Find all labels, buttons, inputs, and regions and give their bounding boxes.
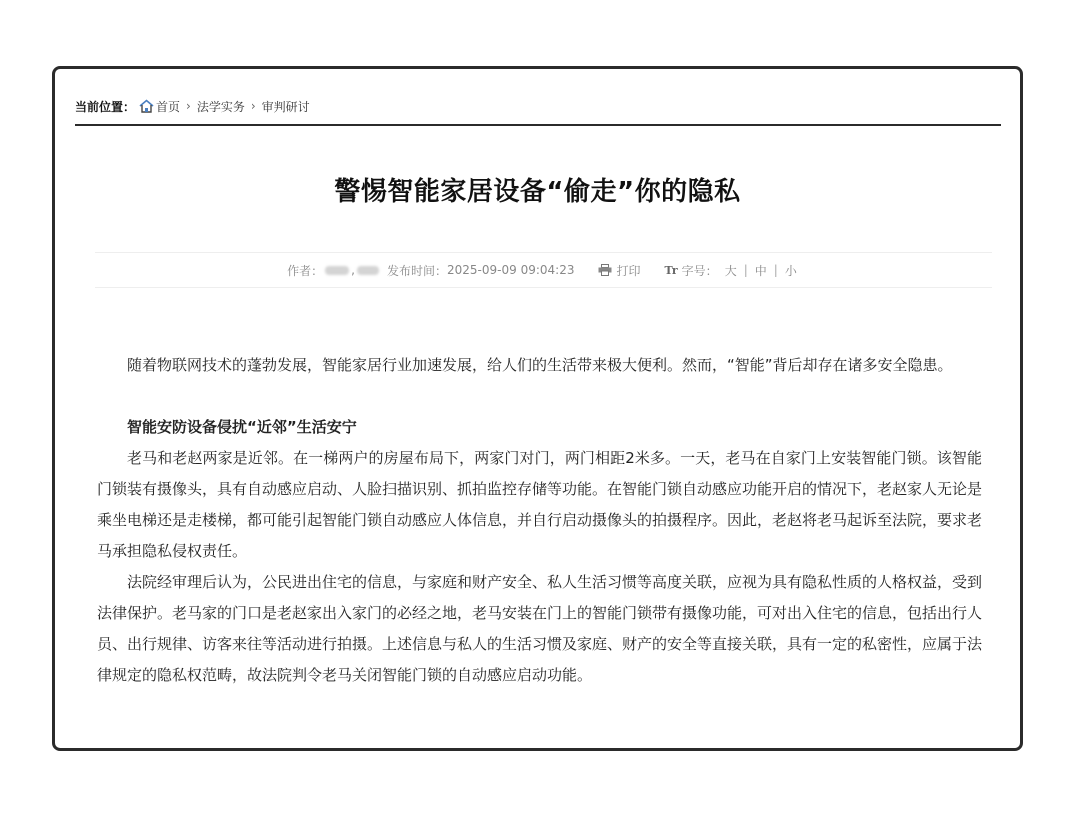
paragraph-intro: 随着物联网技术的蓬勃发展，智能家居行业加速发展，给人们的生活带来极大便利。然而，“智能”背后却存在诸多安全隐患。 xyxy=(127,356,953,374)
breadcrumb-home-label: 首页 xyxy=(156,99,181,114)
text-size-icon: Tr xyxy=(664,263,678,277)
article-frame xyxy=(52,66,1023,751)
breadcrumb-chevron-icon: › xyxy=(186,99,191,113)
print-label: 打印 xyxy=(616,263,641,278)
breadcrumb-item-trial-research[interactable]: 审判研讨 xyxy=(261,99,310,114)
font-size-medium-button[interactable]: 中 xyxy=(754,263,767,278)
breadcrumb-divider xyxy=(75,124,1001,126)
breadcrumb-label: 当前位置： xyxy=(75,99,136,114)
author-label: 作者： xyxy=(287,263,324,278)
print-button[interactable] xyxy=(598,262,640,279)
printer-icon xyxy=(598,264,612,276)
paragraph: 法院经审理后认为，公民进出住宅的信息，与家庭和财产安全、私人生活习惯等高度关联，应视为具有隐私性质的人格权益，受到法律保护。老马家的门口是老赵家出入家门的必经之地，老马安装在门上的智能门锁带有摄像功能，可对出入住宅的信息，包括出行人员、出行规律、访客来往等活动进行拍摄。上述信息与私人的生活习惯及家庭、财产的安全等直接关联，具有一定的私密性，应属于法律规定的隐私权范畴，故法院判令老马关闭智能门锁的自动感应启动功能。 xyxy=(97,573,983,684)
article-meta-bar: 作者： , 发布时间： 2025-09-09 09:04:23 打印 Tr 字号： 大 | 中 | 小 xyxy=(95,252,992,288)
font-size-small-button[interactable]: 小 xyxy=(784,263,797,278)
publish-time: 2025-09-09 09:04:23 xyxy=(447,263,575,277)
home-icon xyxy=(139,99,154,113)
breadcrumb-chevron-icon: › xyxy=(250,99,256,113)
breadcrumb xyxy=(75,96,310,116)
section-heading: 智能安防设备侵扰“近邻”生活安宁 xyxy=(127,418,357,436)
author-name-redacted xyxy=(357,266,379,275)
font-size-large-button[interactable]: 大 xyxy=(724,263,737,278)
font-size-label: 字号： xyxy=(681,263,718,278)
author-name-redacted xyxy=(325,266,349,275)
article-title: 警惕智能家居设备“偷走”你的隐私 xyxy=(334,177,741,207)
paragraph: 老马和老赵两家是近邻。在一梯两户的房屋布局下，两家门对门，两门相距2米多。一天，老马在自家门上安装智能门锁。该智能门锁装有摄像头，具有自动感应启动、人脸扫描识别、抓拍监控存储等功能。在智能门锁自动感应功能开启的情况下，老赵家人无论是乘坐电梯还是走楼梯，都可能引起智能门锁自动感应人体信息，并自行启动摄像头的拍摄程序。因此，老赵将老马起诉至法院，要求老马承担隐私侵权责任。 xyxy=(97,449,983,560)
breadcrumb-item-legal-practice[interactable]: 法学实务 xyxy=(196,99,245,114)
publish-label: 发布时间： xyxy=(387,263,448,278)
font-size-control: Tr 字号： 大 | 中 | 小 xyxy=(664,262,799,279)
article-body xyxy=(97,350,982,691)
breadcrumb-home-link[interactable] xyxy=(139,98,180,115)
